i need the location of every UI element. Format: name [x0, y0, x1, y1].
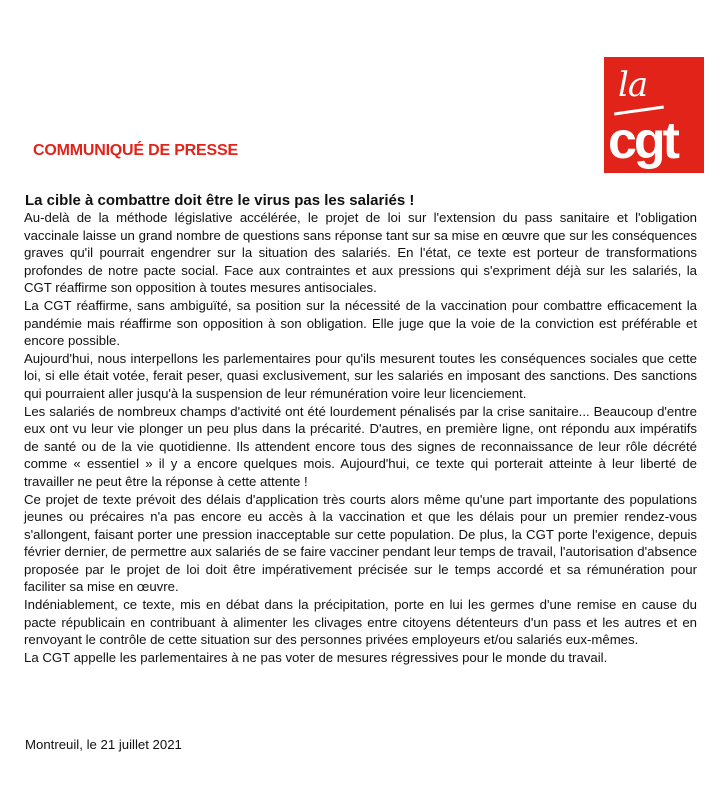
paragraph-4: Les salariés de nombreux champs d'activité ont été lourdement pénalisés par la crise sanitaire... Beaucoup d'entre eux ont vu leur vie plonger un peu plus dans la précarité. D'autres, en première ligne, ont répondu aux impératifs de santé ou de la vie quotidienne. Ils attendent encore tous des signes de reconnaissance de leur rôle décrété comme « essentiel » il y a encore quelques mois. Aujourd'hui, ce texte qui porterait atteinte à leur liberté de travailler ne peut être la réponse à cette attente ! [24, 403, 697, 489]
body-text [24, 209, 697, 666]
paragraph-6: Indéniablement, ce texte, mis en débat dans la précipitation, porte en lui les germes d'une remise en cause du pacte républicain en contribuant à alimenter les clivages entre citoyens détenteurs d'un pass et les autres et en renvoyant le contrôle de cette situation sur des personnes privées employeurs et/ou salariés eux-mêmes. [24, 597, 697, 648]
paragraph-3: Aujourd'hui, nous interpellons les parlementaires pour qu'ils mesurent toutes les conséquences sociales que cette loi, si elle était votée, ferait peser, quasi exclusivement, sur les salariés en imposant des sanctions. Des sanctions qui pourraient aller jusqu'à la suspension de leur rémunération voire leur licenciement. [24, 350, 697, 401]
cgt-logo [604, 57, 704, 173]
date-location: Montreuil, le 21 juillet 2021 [25, 737, 182, 752]
paragraph-1: Au-delà de la méthode législative accélérée, le projet de loi sur l'extension du pass sanitaire et l'obligation vaccinale laisse un grand nombre de questions sans réponse tant sur sa mise en œuvre que sur les conséquences graves qu'il pourrait engendrer sur la situation des salariés. En l'état, ce texte est porteur de transformations profondes de notre pacte social. Face aux contraintes et aux pressions qui s'expriment déjà sur les salariés, la CGT réaffirme son opposition à toutes mesures antisociales. [24, 210, 697, 296]
logo-la-text: la [618, 65, 648, 105]
paragraph-5: Ce projet de texte prévoit des délais d'application très courts alors même qu'une part importante des populations jeunes ou précaires n'a pas encore eu accès à la vaccination et que les délais pour un premier rendez-vous s'allongent, faisant porter une pression inacceptable sur cette population. De plus, la CGT porte l'exigence, depuis février dernier, de permettre aux salariés de se faire vacciner pendant leur temps de travail, l'autorisation d'absence proposée par le projet de loi doit être impérativement précisée sur le temps accordé et sa rémunération pour faciliter sa mise en œuvre. [24, 491, 697, 595]
headline: La cible à combattre doit être le virus pas les salariés ! [25, 192, 415, 209]
press-release-heading: COMMUNIQUÉ DE PRESSE [33, 142, 238, 159]
logo-cgt-text: cgt [608, 112, 677, 170]
paragraph-2: La CGT réaffirme, sans ambiguïté, sa position sur la nécessité de la vaccination pour combattre efficacement la pandémie mais réaffirme son opposition à son obligation. Elle juge que la voie de la conviction est préférable et encore possible. [24, 297, 697, 349]
paragraph-7: La CGT appelle les parlementaires à ne pas voter de mesures régressives pour le monde du travail. [24, 649, 608, 665]
